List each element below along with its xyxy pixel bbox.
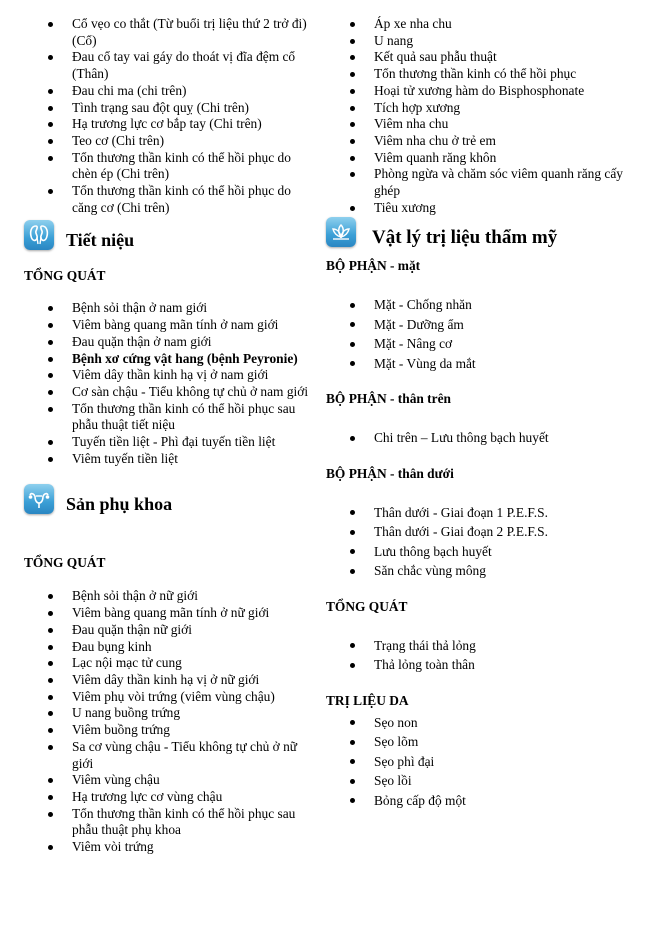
list-item: Viêm dây thần kinh hạ vị ở nữ giới bbox=[24, 672, 316, 689]
lotus-icon bbox=[326, 217, 356, 247]
skin-therapy-list bbox=[326, 713, 626, 811]
list-item: Lạc nội mạc tử cung bbox=[24, 655, 316, 672]
list-item: Bệnh xơ cứng vật hang (bệnh Peyronie) bbox=[24, 351, 316, 368]
list-item: U nang bbox=[326, 33, 626, 50]
list-item: Kết quả sau phẫu thuật bbox=[326, 49, 626, 66]
general-list bbox=[326, 636, 626, 675]
list-item: Viêm quanh răng khôn bbox=[326, 150, 626, 167]
aesthetic-title: Vật lý trị liệu thẩm mỹ bbox=[372, 227, 558, 249]
list-item: Thân dưới - Giai đoạn 1 P.E.F.S. bbox=[326, 503, 626, 523]
list-item: Viêm buồng trứng bbox=[24, 722, 316, 739]
group-label: BỘ PHẬN - thân trên bbox=[326, 391, 451, 407]
list-item: Mặt - Dưỡng ẩm bbox=[326, 315, 626, 335]
list-item: Đau bụng kinh bbox=[24, 639, 316, 656]
right-column bbox=[326, 0, 626, 810]
list-item: Sẹo non bbox=[326, 713, 626, 733]
top-right-list bbox=[326, 16, 626, 216]
list-item: Cơ sàn chậu - Tiểu không tự chủ ở nam giới bbox=[24, 384, 316, 401]
list-item: Áp xe nha chu bbox=[326, 16, 626, 33]
list-item: Sẹo lõm bbox=[326, 732, 626, 752]
group-label: TỔNG QUÁT bbox=[326, 598, 408, 614]
list-item: Viêm vòi trứng bbox=[24, 839, 316, 856]
list-item: Viêm dây thần kinh hạ vị ở nam giới bbox=[24, 367, 316, 384]
face-list bbox=[326, 295, 626, 373]
list-item: Tổn thương thần kinh có thể hồi phục sau phẫu thuật phụ khoa bbox=[24, 806, 316, 839]
gynecology-title: Sản phụ khoa bbox=[66, 494, 173, 515]
list-item: Viêm nha chu ở trẻ em bbox=[326, 133, 626, 150]
list-item: Tổn thương thần kinh có thể hồi phục do chèn ép (Chi trên) bbox=[24, 150, 316, 183]
list-item: Tình trạng sau đột quỵ (Chi trên) bbox=[24, 100, 316, 117]
list-item: Viêm vùng chậu bbox=[24, 772, 316, 789]
list-item: Thả lỏng toàn thân bbox=[326, 655, 626, 675]
list-item: Đau quặn thận ở nam giới bbox=[24, 334, 316, 351]
list-item: Tiêu xương bbox=[326, 200, 626, 217]
list-item: Cổ vẹo co thắt (Từ buổi trị liệu thứ 2 trở đi) (Cổ) bbox=[24, 16, 316, 49]
list-item: Trạng thái thả lỏng bbox=[326, 636, 626, 656]
list-item: U nang buồng trứng bbox=[24, 705, 316, 722]
list-item: Phòng ngừa và chăm sóc viêm quanh răng cấy ghép bbox=[326, 166, 626, 199]
kidney-icon bbox=[24, 220, 54, 250]
list-item: Viêm bàng quang mãn tính ở nam giới bbox=[24, 317, 316, 334]
group-label: BỘ PHẬN - thân dưới bbox=[326, 465, 454, 481]
list-item: Sẹo phì đại bbox=[326, 752, 626, 772]
top-left-list bbox=[24, 16, 316, 216]
list-item: Bệnh sỏi thận ở nam giới bbox=[24, 300, 316, 317]
list-item: Sẹo lồi bbox=[326, 771, 626, 791]
list-item: Tổn thương thần kinh có thể hồi phục bbox=[326, 66, 626, 83]
list-item: Săn chắc vùng mông bbox=[326, 561, 626, 581]
list-item: Mặt - Chống nhăn bbox=[326, 295, 626, 315]
list-item: Teo cơ (Chi trên) bbox=[24, 133, 316, 150]
group-label: TRỊ LIỆU DA bbox=[326, 692, 409, 708]
left-column bbox=[24, 0, 316, 856]
list-item: Bỏng cấp độ một bbox=[326, 791, 626, 811]
list-item: Viêm nha chu bbox=[326, 116, 626, 133]
urology-section-heading bbox=[24, 220, 316, 260]
list-item: Đau chi ma (chi trên) bbox=[24, 83, 316, 100]
list-item: Tổn thương thần kinh có thể hồi phục sau phẫu thuật tiết niệu bbox=[24, 401, 316, 434]
gynecology-list bbox=[24, 588, 316, 855]
list-item: Bệnh sỏi thận ở nữ giới bbox=[24, 588, 316, 605]
list-item: Hạ trương lực cơ vùng chậu bbox=[24, 789, 316, 806]
group-label: BỘ PHẬN - mặt bbox=[326, 258, 421, 274]
list-item: Tích hợp xương bbox=[326, 100, 626, 117]
list-item: Đau cổ tay vai gáy do thoát vị đĩa đệm cổ (Thân) bbox=[24, 49, 316, 82]
list-item: Hoại tử xương hàm do Bisphosphonate bbox=[326, 83, 626, 100]
list-item: Chi trên – Lưu thông bạch huyết bbox=[326, 428, 626, 448]
list-item: Viêm tuyến tiền liệt bbox=[24, 451, 316, 468]
urology-title: Tiết niệu bbox=[66, 230, 135, 251]
list-item: Sa cơ vùng chậu - Tiểu không tự chủ ở nữ giới bbox=[24, 739, 316, 772]
list-item: Mặt - Nâng cơ bbox=[326, 334, 626, 354]
list-item: Hạ trương lực cơ bắp tay (Chi trên) bbox=[24, 116, 316, 133]
aesthetic-section-heading bbox=[326, 217, 626, 257]
lower-body-list bbox=[326, 503, 626, 581]
list-item: Đau quặn thận nữ giới bbox=[24, 622, 316, 639]
gynecology-category: TỔNG QUÁT bbox=[24, 555, 106, 571]
uterus-icon bbox=[24, 484, 54, 514]
upper-body-list bbox=[326, 428, 626, 448]
list-item: Viêm phụ vòi trứng (viêm vùng chậu) bbox=[24, 689, 316, 706]
urology-list bbox=[24, 300, 316, 467]
list-item: Thân dưới - Giai đoạn 2 P.E.F.S. bbox=[326, 522, 626, 542]
gynecology-section-heading bbox=[24, 484, 316, 524]
urology-category: TỔNG QUÁT bbox=[24, 268, 106, 284]
list-item: Lưu thông bạch huyết bbox=[326, 542, 626, 562]
list-item: Mặt - Vùng da mắt bbox=[326, 354, 626, 374]
list-item: Viêm bàng quang mãn tính ở nữ giới bbox=[24, 605, 316, 622]
list-item: Tổn thương thần kinh có thể hồi phục do căng cơ (Chi trên) bbox=[24, 183, 316, 216]
list-item: Tuyến tiền liệt - Phì đại tuyến tiền liệt bbox=[24, 434, 316, 451]
